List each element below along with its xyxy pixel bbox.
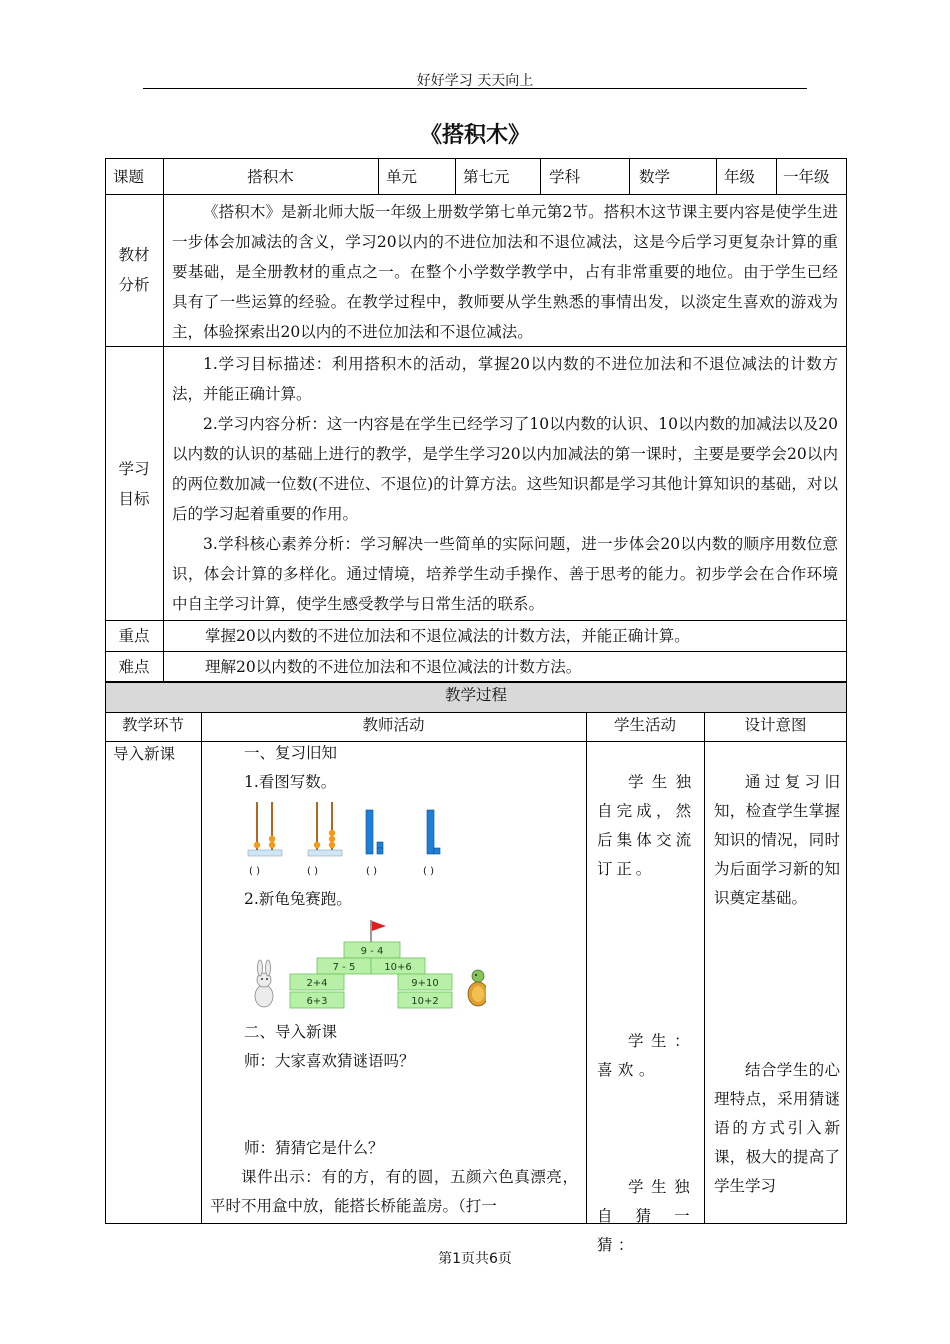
svg-text:9 - 4: 9 - 4 (360, 946, 384, 957)
item-race: 2.新龟兔赛跑。 (244, 890, 352, 908)
brick (371, 958, 425, 974)
grade-label: 年级 (724, 168, 756, 186)
svg-text:10+6: 10+6 (384, 962, 412, 973)
material-label (105, 240, 163, 300)
goals-label-line1: 学习 (118, 460, 150, 478)
unit-value: 第七元 (463, 168, 510, 186)
brick (317, 958, 371, 974)
cube-stack-icon (366, 810, 383, 854)
cube-stack-icon (427, 810, 440, 854)
document-title: 《搭积木》 (419, 123, 530, 148)
goals-label (105, 454, 163, 514)
count-pictures (244, 800, 474, 862)
brick (290, 992, 344, 1008)
item-look-write: 1.看图写数。 (244, 773, 337, 791)
col-teacher: 教师活动 (362, 716, 425, 734)
riddle-paragraph: 课件出示：有的方，有的圆，五颜六色真漂亮，平时不用盒中放，能搭长桥能盖房。（打一 (210, 1168, 578, 1215)
goals-label-line2: 目标 (118, 490, 150, 508)
goals-p1: 1.学习目标描述：利用搭积木的活动，掌握20以内数的不进位加法和不退位减法的计数方法，并能正确计算。 (172, 355, 838, 403)
svg-text:6+3: 6+3 (306, 996, 328, 1007)
student-activity-2: 学生：喜欢。 (597, 1032, 695, 1079)
abacus-icon (308, 802, 342, 856)
student-activity-1: 学生独自完成，然后集体交流订正。 (597, 773, 695, 878)
goals-text (172, 349, 838, 619)
svg-text:9+10: 9+10 (411, 978, 439, 989)
grade-value: 一年级 (783, 168, 830, 186)
unit-label: 单元 (386, 168, 418, 186)
svg-text:7 - 5: 7 - 5 (332, 962, 356, 973)
keypoint-label: 重点 (118, 627, 150, 645)
header-rule (143, 88, 807, 89)
topic-label: 课题 (113, 168, 145, 186)
turtle-icon (468, 970, 486, 1006)
brick (290, 974, 344, 990)
keypoint-text: 掌握20以内数的不进位加法和不退位减法的计数方法，并能正确计算。 (205, 627, 690, 645)
material-label-line1: 教材 (118, 246, 150, 264)
page-number: 第1页共6页 (438, 1251, 512, 1267)
goals-p3: 3.学科核心素养分析：学习解决一些简单的实际问题，进一步体会20以内数的顺序用数位意识，体会计算的多样化。通过情境，培养学生动手操作、善于思考的能力。初步学会在合作环境中自主学习计算，使学生感受教学与日常生活的联系。 (172, 535, 838, 613)
difficulty-text: 理解20以内数的不进位加法和不退位减法的计数方法。 (205, 658, 582, 676)
answer-blank: ( ) (366, 866, 377, 877)
teacher-question-2: 师：猜猜它是什么？ (244, 1139, 384, 1157)
process-title: 教学过程 (444, 686, 507, 704)
subject-label: 学科 (549, 168, 581, 186)
page-header: 好好学习 天天向上 (416, 73, 534, 89)
answer-blank: ( ) (249, 866, 260, 877)
riddle-text (210, 1163, 578, 1221)
subject-value: 数学 (639, 168, 671, 186)
design-intent-1: 通过复习旧知，检查学生掌握知识的情况，同时为后面学习新的知识奠定基础。 (714, 773, 840, 907)
material-text (172, 197, 838, 347)
section-review: 一、复习旧知 (244, 744, 338, 762)
svg-text:10+2: 10+2 (411, 996, 439, 1007)
svg-text:2+4: 2+4 (306, 978, 328, 989)
brick (398, 992, 452, 1008)
student-activity-3: 学生独自猜一猜： (597, 1178, 695, 1254)
rabbit-icon (255, 960, 273, 1007)
design-intent-2: 结合学生的心理特点，采用猜谜语的方式引入新课，极大的提高了学生学习 (714, 1061, 840, 1195)
section-intro: 二、导入新课 (244, 1023, 338, 1041)
col-design: 设计意图 (744, 716, 807, 734)
answer-blank: ( ) (423, 866, 434, 877)
difficulty-label: 难点 (118, 658, 150, 676)
stage-name: 导入新课 (113, 745, 176, 763)
material-label-line2: 分析 (118, 276, 150, 294)
goals-p2: 2.学习内容分析：这一内容是在学生已经学习了10以内数的认识、10以内数的加减法以及20以内数的认识的基础上进行的教学，是学生学习20以内加减法的第一课时，主要是要学会20以内的两位数加减一位数(不进位、不退位)的计算方法。这些知识都是学习其他计算知识的基础，对以后的学习起着重要的作用。 (172, 415, 838, 523)
teacher-question-1: 师：大家喜欢猜谜语吗？ (244, 1052, 415, 1070)
topic-value: 搭积木 (247, 168, 294, 186)
race-pyramid (246, 918, 486, 1018)
brick (398, 974, 452, 990)
answer-blank: ( ) (307, 866, 318, 877)
col-stage: 教学环节 (121, 716, 184, 734)
material-paragraph: 《搭积木》是新北师大版一年级上册数学第七单元第2节。搭积木这节课主要内容是使学生进一步体会加减法的含义，学习20以内的不进位加法和不退位减法，这是今后学习更复杂计算的重要基础，是全册教材的重点之一。在整个小学数学教学中，占有非常重要的地位。由于学生已经具有了一些运算的经验。在教学过程中，教师要从学生熟悉的事情出发，以淡定生喜欢的游戏为主，体验探索出20以内的不进位加法和不退位减法。 (172, 203, 838, 341)
col-student: 学生活动 (613, 716, 676, 734)
flag-icon (372, 921, 386, 931)
abacus-icon (248, 802, 282, 856)
brick (344, 942, 400, 958)
